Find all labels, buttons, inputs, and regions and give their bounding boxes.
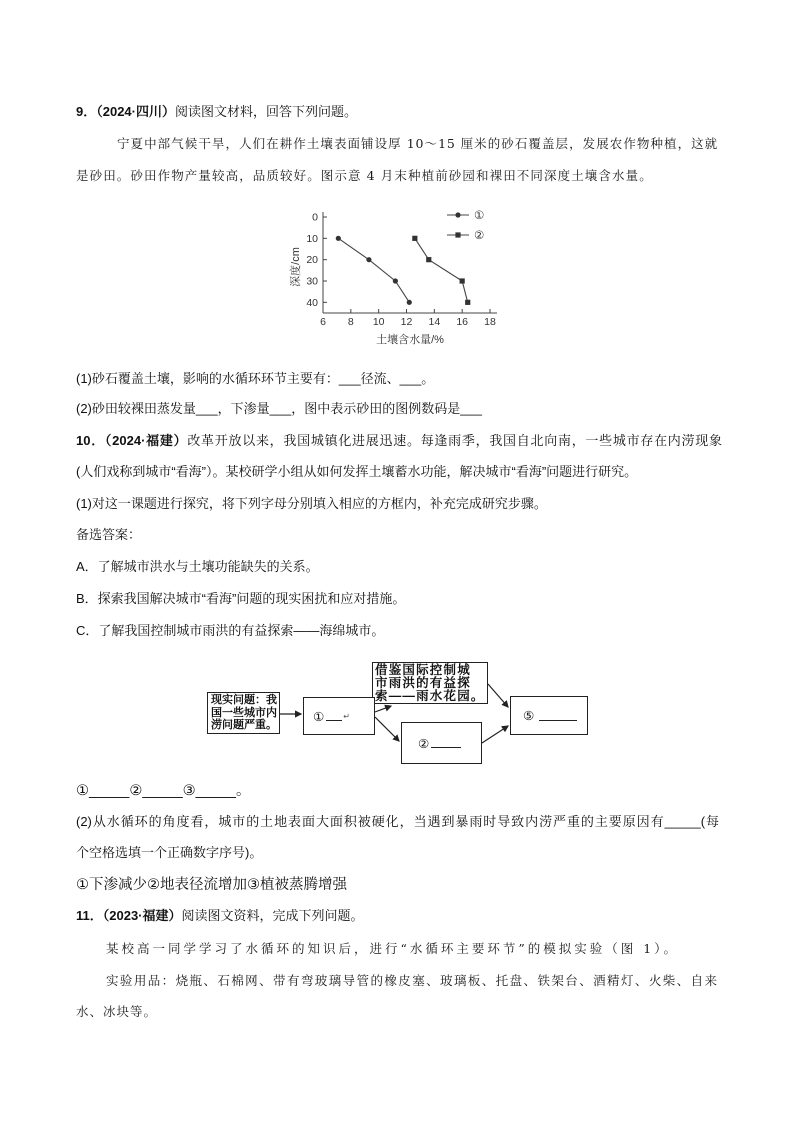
flow-step3-blank bbox=[539, 711, 577, 721]
arrow-step2-to-step3 bbox=[482, 726, 508, 743]
q9-source: （2024·四川） bbox=[96, 104, 175, 119]
y-tick-label: 10 bbox=[306, 232, 318, 245]
q11-stem: 阅读图文资料，完成下列问题。 bbox=[181, 908, 364, 923]
q10-header bbox=[76, 433, 722, 449]
chart-x-label: 土壤含水量/% bbox=[376, 334, 444, 346]
series-1-point bbox=[407, 300, 412, 305]
series-1-point bbox=[366, 257, 371, 262]
x-tick-label: 8 bbox=[347, 316, 354, 328]
chart-y-label: 深度/cm bbox=[290, 247, 302, 287]
y-tick-label: 40 bbox=[306, 296, 318, 309]
series-1-point bbox=[336, 236, 341, 241]
flow-problem-box bbox=[207, 692, 280, 734]
soil-moisture-chart bbox=[280, 205, 510, 350]
flow-step1-label: ① bbox=[313, 709, 325, 724]
flow-problem-line: 现实问题：我 bbox=[211, 694, 277, 706]
arrow-reference-to-step3 bbox=[488, 684, 508, 707]
q9-number: 9． bbox=[76, 104, 97, 119]
series-2-point bbox=[426, 257, 431, 262]
legend-1-label: ① bbox=[474, 210, 485, 222]
y-tick-label: 0 bbox=[312, 211, 318, 224]
q10-option-b: B．探索我国解决城市“看海”问题的现实困扰和应对措施。 bbox=[76, 591, 406, 606]
flow-step2-label: ② bbox=[418, 736, 430, 751]
chart-legend bbox=[447, 210, 484, 242]
series-2-point bbox=[412, 236, 417, 241]
q10-source: （2024·福建） bbox=[104, 433, 188, 448]
q10-sub2-line-1: (2)从水循环的角度看，城市的土地表面大面积被硬化，当遇到暴雨时导致内涝严重的主要原因有_____(每 bbox=[76, 814, 719, 829]
q10-stem-line-1: 改革开放以来，我国城镇化进展迅速。每逢雨季，我国自北向南，一些城市存在内涝现象 bbox=[187, 433, 722, 448]
x-tick-label: 6 bbox=[320, 316, 326, 328]
series-1-point bbox=[393, 278, 398, 283]
series-1-line bbox=[338, 238, 409, 302]
y-tick-label: 20 bbox=[306, 254, 318, 267]
flow-reference-box bbox=[372, 662, 488, 704]
q10-options-label: 备选答案： bbox=[76, 527, 142, 542]
q11-header bbox=[76, 908, 364, 924]
flow-problem-line: 涝问题严重。 bbox=[211, 719, 277, 731]
q11-number: 11． bbox=[76, 908, 103, 923]
flow-step2-box bbox=[401, 722, 482, 764]
series-2-line bbox=[415, 238, 468, 302]
series-2-point bbox=[465, 300, 470, 305]
chart-ticks bbox=[306, 212, 496, 329]
flow-step1-blank bbox=[326, 711, 342, 721]
flow-reference-line: 索——雨水花园。 bbox=[375, 689, 485, 703]
q10-option-a: A．了解城市洪水与土壤功能缺失的关系。 bbox=[76, 559, 319, 574]
q9-stem: 阅读图文材料，回答下列问题。 bbox=[174, 104, 357, 119]
legend-2-marker bbox=[455, 232, 460, 237]
q11-material-line-2: 实验用品：烧瓶、石棉网、带有弯玻璃导管的橡皮塞、玻璃板、托盘、铁架台、酒精灯、火柴、自来 bbox=[106, 973, 718, 988]
q10-answer-blanks: ①_____②_____③_____。 bbox=[76, 783, 251, 799]
arrow-step1-to-step2 bbox=[375, 717, 399, 741]
x-tick-label: 16 bbox=[456, 316, 469, 328]
q9-sub2: (2)砂田较裸田蒸发量___，下渗量___，图中表示砂田的图例数码是___ bbox=[76, 401, 482, 416]
arrow-step1-to-reference bbox=[375, 706, 391, 712]
flow-reference-line: 市雨洪的有益探 bbox=[375, 676, 471, 690]
q11-material-line-1: 某校高一同学学习了水循环的知识后，进行“水循环主要环节”的模拟实验（图 1）。 bbox=[106, 941, 679, 956]
q10-sub2-choices: ①下渗减少②地表径流增加③植被蒸腾增强 bbox=[76, 877, 347, 893]
q10-sub2-line-2: 个空格选填一个正确数字序号)。 bbox=[76, 845, 263, 860]
flow-step3-box bbox=[510, 696, 588, 735]
q11-source: （2023·福建） bbox=[102, 908, 182, 923]
flow-problem-line: 国一些城市内 bbox=[211, 706, 277, 719]
q9-header bbox=[76, 104, 357, 120]
flow-reference-line: 借鉴国际控制城 bbox=[375, 663, 471, 677]
flow-step1-box bbox=[303, 697, 375, 735]
q9-material-line-1: 宁夏中部气候干旱，人们在耕作土壤表面铺设厚 10～15 厘米的砂石覆盖层，发展农作物种植，这就 bbox=[117, 136, 718, 151]
q10-number: 10． bbox=[76, 433, 105, 448]
return-mark-icon: ↵ bbox=[343, 711, 350, 721]
legend-1-marker bbox=[455, 212, 460, 217]
q11-material-line-3: 水、冰块等。 bbox=[76, 1004, 158, 1019]
q10-option-c: C．了解我国控制城市雨洪的有益探索——海绵城市。 bbox=[76, 623, 385, 638]
series-2-point bbox=[460, 278, 465, 283]
flow-step3-label: ⑤ bbox=[523, 709, 535, 723]
x-tick-label: 18 bbox=[484, 316, 496, 328]
legend-2-label: ② bbox=[474, 230, 485, 242]
chart-series bbox=[336, 236, 471, 305]
q10-sub1: (1)对这一课题进行探究，将下列字母分别填入相应的方框内，补充完成研究步骤。 bbox=[76, 496, 547, 511]
x-tick-label: 14 bbox=[428, 316, 441, 328]
q9-sub1: (1)砂石覆盖土壤，影响的水循环环节主要有：___径流、___。 bbox=[76, 371, 435, 386]
q10-stem-line-2: (人们戏称到城市“看海”）。某校研学小组从如何发挥土壤蓄水功能，解决城市“看海”问题进行研究。 bbox=[76, 464, 638, 479]
flow-step2-blank bbox=[431, 738, 461, 748]
q9-material-line-2: 是砂田。砂田作物产量较高，品质较好。图示意 4 月末种植前砂园和裸田不同深度土壤含水量。 bbox=[76, 168, 653, 183]
y-tick-label: 30 bbox=[306, 275, 318, 288]
x-tick-label: 12 bbox=[400, 316, 413, 328]
x-tick-label: 10 bbox=[372, 316, 385, 328]
